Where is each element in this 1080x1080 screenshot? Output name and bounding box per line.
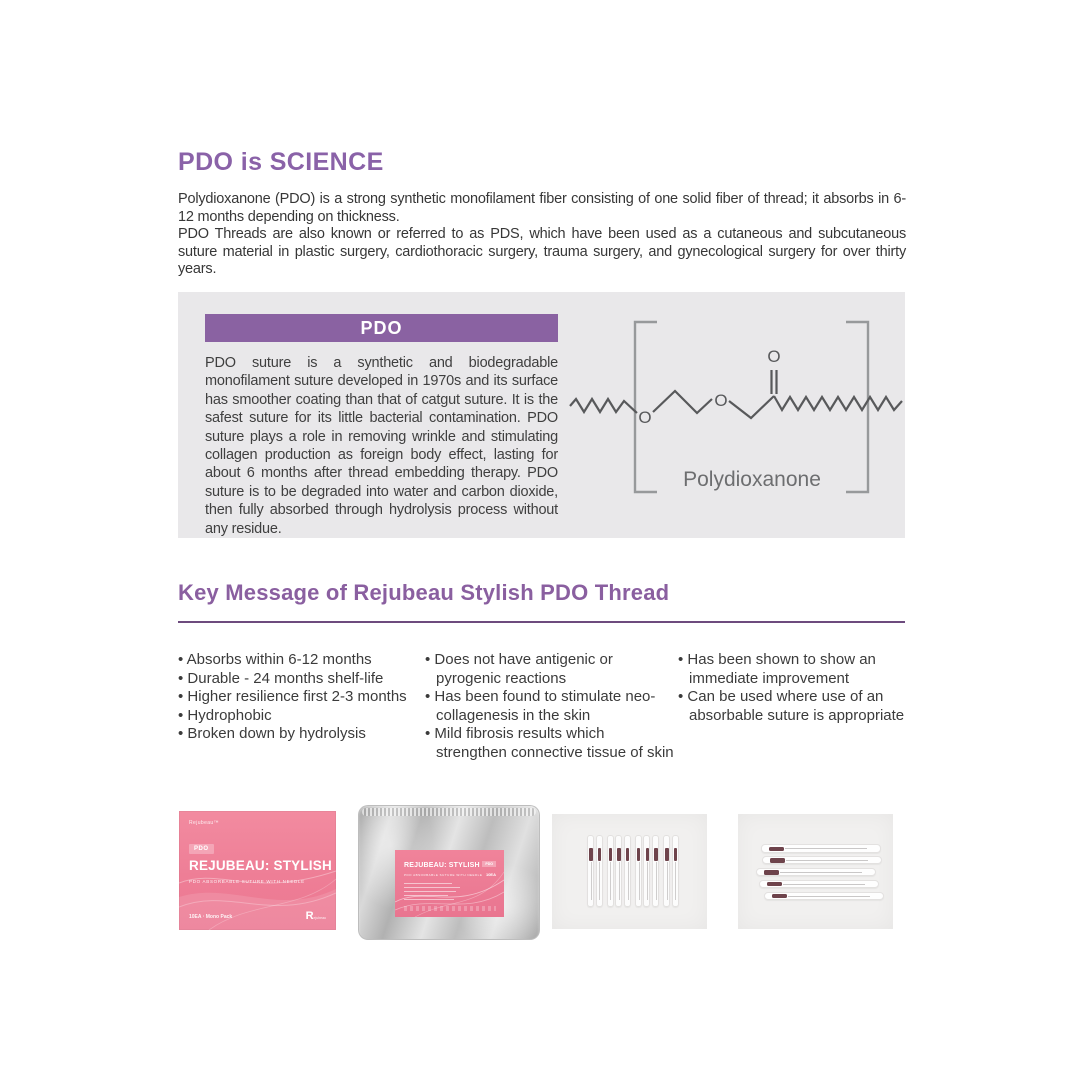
needle-blister [635, 835, 642, 907]
bullet-item: • Broken down by hydrolysis [178, 725, 425, 744]
needle-shaft [647, 862, 648, 900]
page-title: PDO is SCIENCE [178, 148, 384, 176]
needle-shaft [786, 860, 868, 861]
needle-shaft [785, 848, 867, 849]
pouch-product-title: REJUBEAU: STYLISH [404, 862, 480, 869]
product-photo-retail-box [179, 811, 336, 930]
key-message-columns [178, 651, 905, 762]
box-r-logo-letter: R [305, 910, 314, 922]
box-product-subtitle: PDO ABSORBABLE SUTURE WITH NEEDLE [189, 879, 305, 884]
bullet-item: • Can be used where use of an absorbable suture is appropriate [678, 688, 905, 725]
bullet-item: • Absorbs within 6-12 months [178, 651, 425, 670]
key-message-title: Key Message of Rejubeau Stylish PDO Thread [178, 580, 670, 605]
needle-blister [759, 880, 879, 889]
needle-blister [624, 835, 631, 907]
polymer-chain-bonds [570, 370, 902, 418]
bullet-list [178, 651, 425, 744]
needle-blister [672, 835, 679, 907]
needle-shaft [675, 862, 676, 900]
needle-blister [762, 856, 882, 865]
needle-pack-row [587, 835, 680, 907]
bullet-list [678, 651, 905, 725]
bullet-item: • Mild fibrosis results which strengthen connective tissue of skin [425, 725, 678, 762]
pdo-panel [178, 292, 905, 538]
needle-hub [626, 848, 629, 861]
needle-blister [663, 835, 670, 907]
needle-shaft [780, 872, 862, 873]
box-r-logo-suffix: ejubeau [313, 916, 326, 920]
needle-hub [665, 848, 668, 861]
needle-shaft [656, 862, 657, 900]
needle-blister [764, 892, 884, 901]
needle-hub [772, 894, 787, 898]
needle-hub [589, 848, 592, 861]
needle-blister [761, 844, 881, 853]
box-pdo-badge: PDO [189, 844, 214, 854]
needle-shaft [599, 862, 600, 900]
pouch-count: 10EA [485, 872, 496, 877]
product-photo-needles-vertical [552, 814, 707, 929]
needle-hub [770, 858, 785, 862]
needle-shaft [628, 862, 629, 900]
needle-hub [637, 848, 640, 861]
needle-shaft [610, 862, 611, 900]
intro-paragraph-2: PDO Threads are also known or referred to as PDS, which have been used as a cutaneous and subcutaneous suture material in plastic surgery, cardiothoracic surgery, trauma surgery, and gynecological surgery for over thirty years. [178, 226, 906, 277]
bullet-item: • Has been shown to show an immediate improvement [678, 651, 905, 688]
bullet-item: • Durable - 24 months shelf-life [178, 670, 425, 689]
needle-hub [598, 848, 601, 861]
needle-hub [654, 848, 657, 861]
molecule-name: Polydioxanone [683, 468, 821, 491]
polydioxanone-structure-diagram [568, 314, 905, 504]
box-brand-mark: Rejubeau™ [189, 820, 220, 826]
box-r-logo [306, 910, 326, 922]
carbonyl-oxygen-label: O [767, 347, 781, 366]
intro-paragraphs [178, 191, 906, 279]
key-message-column-2 [425, 651, 678, 762]
needle-blister [643, 835, 650, 907]
needle-shaft [619, 862, 620, 900]
needle-hub [764, 870, 779, 874]
product-photo-foil-pouch [358, 805, 540, 940]
pdo-panel-header: PDO [205, 314, 558, 342]
pouch-seal-edge [362, 808, 536, 816]
needle-shaft [639, 862, 640, 900]
needle-hub [769, 847, 784, 851]
key-message-column-3 [678, 651, 905, 762]
needle-pack-stack [755, 844, 884, 903]
product-photo-needles-horizontal [738, 814, 893, 929]
pouch-pink-label [395, 850, 504, 917]
oxygen-atom-label: O [714, 391, 728, 410]
needle-hub [674, 848, 677, 861]
bullet-list [425, 651, 678, 762]
pouch-bottom-fineprint [404, 906, 496, 911]
needle-hub [617, 848, 620, 861]
needle-hub [609, 848, 612, 861]
box-pack-info: 10EA · Mono Pack [189, 914, 233, 920]
pouch-product-subtitle: PDO ABSORBABLE SUTURE WITH NEEDLE [404, 873, 483, 877]
needle-blister [615, 835, 622, 907]
needle-hub [646, 848, 649, 861]
pdo-panel-body: PDO suture is a synthetic and biodegradable monofilament suture developed in 1970s and its surface has smoother coating than that of catgut suture. It is the safest suture for its little bacterial contamination. PDO suture plays a role in removing wrinkle and stimulating collagen production as foreign body effect, lasting for about 6 months after thread embedding therapy. PDO suture is to be degraded into water and carbon dioxide, then fully absorbed through hydrolysis process without any residue. [205, 355, 558, 537]
bullet-item: • Hydrophobic [178, 707, 425, 726]
bullet-item: • Does not have antigenic or pyrogenic reactions [425, 651, 678, 688]
needle-blister [756, 868, 876, 877]
oxygen-atom-label: O [638, 408, 652, 427]
needle-blister [652, 835, 659, 907]
box-product-title: REJUBEAU: STYLISH [189, 858, 332, 873]
intro-paragraph-1: Polydioxanone (PDO) is a strong synthetic monofilament fiber consisting of one solid fiber of thread; it absorbs in 6-12 months depending on thickness. [178, 191, 906, 225]
needle-shaft [667, 862, 668, 900]
bullet-item: • Has been found to stimulate neo-collagenesis in the skin [425, 688, 678, 725]
needle-blister [587, 835, 594, 907]
needle-blister [596, 835, 603, 907]
key-message-column-1 [178, 651, 425, 762]
bullet-item: • Higher resilience first 2-3 months [178, 688, 425, 707]
needle-blister [607, 835, 614, 907]
needle-shaft [591, 862, 592, 900]
needle-shaft [788, 896, 870, 897]
needle-hub [767, 882, 782, 886]
pouch-pdo-badge: PDO [482, 861, 496, 867]
key-message-divider [178, 621, 905, 623]
needle-shaft [783, 884, 865, 885]
